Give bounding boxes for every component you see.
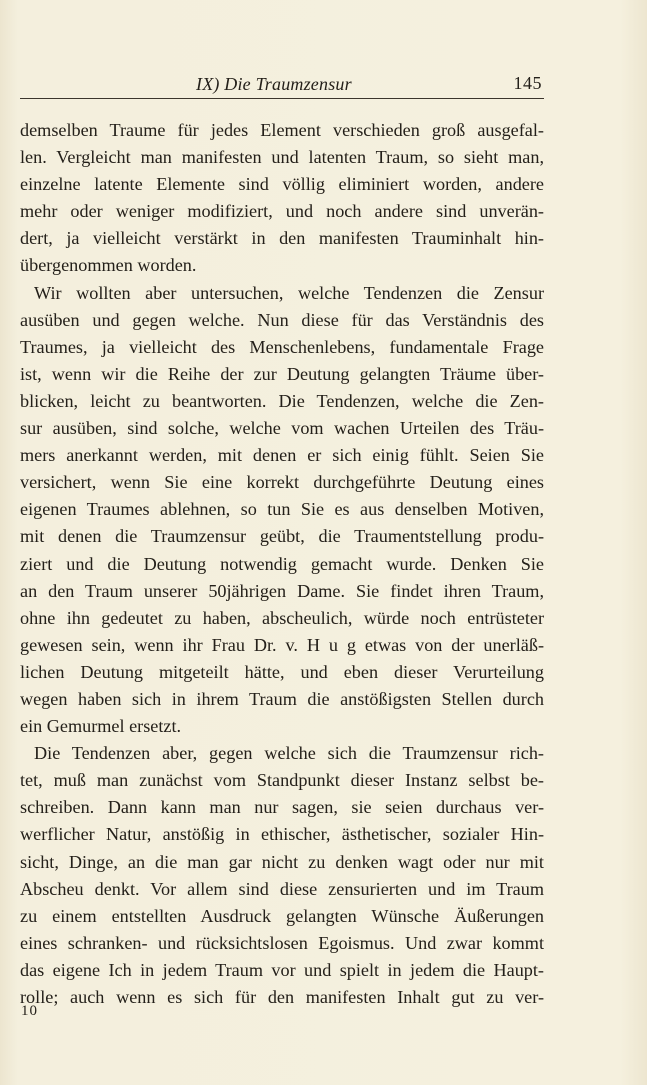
text-line: sur ausüben, sind solche, welche vom wachen Urteilen des Träu- xyxy=(20,418,544,439)
text-line: übergenommen worden. xyxy=(20,255,197,276)
text-line: tet, muß man zunächst vom Standpunkt dieser Instanz selbst be- xyxy=(20,770,544,791)
paragraph-start-line: Die Tendenzen aber, gegen welche sich die Traumzensur rich- xyxy=(34,743,544,764)
text-line: Traumes, ja vielleicht des Menschenlebens, fundamentale Frage xyxy=(20,336,544,357)
text-line: len. Vergleicht man manifesten und latenten Traum, so sieht man, xyxy=(20,147,544,168)
text-line: an den Traum unserer 50jährigen Dame. Sie findet ihren Traum, xyxy=(20,580,544,601)
text-line: wegen haben sich in ihrem Traum die anstößigsten Stellen durch xyxy=(20,688,544,709)
paragraph-start-line: Wir wollten aber untersuchen, welche Tendenzen die Zensur xyxy=(34,282,544,303)
text-line: schreiben. Dann kann man nur sagen, sie seien durchaus ver- xyxy=(20,797,544,818)
text-line: blicken, leicht zu beantworten. Die Tendenzen, welche die Zen- xyxy=(20,390,544,411)
running-header xyxy=(20,70,544,99)
text-line: Abscheu denkt. Vor allem sind diese zensurierten und im Traum xyxy=(20,878,544,899)
text-line: werflicher Natur, anstößig in ethischer, ästhetischer, sozialer Hin- xyxy=(20,824,544,845)
text-line: ohne ihn gedeutet zu haben, abscheulich, würde noch entrüsteter xyxy=(20,607,544,628)
text-line: sicht, Dinge, an die man gar nicht zu denken wagt oder nur mit xyxy=(20,851,544,872)
text-line: gewesen sein, wenn ihr Frau Dr. v. H u g etwas von der unerläß- xyxy=(20,634,544,655)
text-line: versichert, wenn Sie eine korrekt durchgeführte Deutung eines xyxy=(20,472,544,493)
text-line: mers anerkannt werden, mit denen er sich einig fühlt. Seien Sie xyxy=(20,445,544,466)
text-line: zu einem entstellten Ausdruck gelangten Wünsche Äußerungen xyxy=(20,905,544,926)
text-line: lichen Deutung mitgeteilt hätte, und eben dieser Verurteilung xyxy=(20,661,544,682)
running-title: IX) Die Traumzensur xyxy=(196,74,352,94)
text-line: eigenen Traumes ablehnen, so tun Sie es aus denselben Motiven, xyxy=(20,499,544,520)
text-line: ist, wenn wir die Reihe der zur Deutung gelangten Träume über- xyxy=(20,363,544,384)
text-line: ausüben und gegen welche. Nun diese für das Verständnis des xyxy=(20,309,544,330)
text-line: das eigene Ich in jedem Traum vor und spielt in jedem die Haupt- xyxy=(20,959,544,980)
text-line: mit denen die Traumzensur geübt, die Traumentstellung produ- xyxy=(20,526,544,547)
body-text xyxy=(20,117,544,1011)
text-line: demselben Traume für jedes Element verschieden groß ausgefal- xyxy=(20,120,544,140)
text-line: eines schranken- und rücksichtslosen Egoismus. Und zwar kommt xyxy=(20,932,544,953)
text-line: rolle; auch wenn es sich für den manifesten Inhalt gut zu ver- xyxy=(20,987,544,1007)
text-line: dert, ja vielleicht verstärkt in den manifesten Trauminhalt hin- xyxy=(20,228,544,249)
signature-mark: 10 xyxy=(21,1003,38,1019)
text-line: mehr oder weniger modifiziert, und noch andere sind unverän- xyxy=(20,201,544,222)
text-line: ein Gemurmel ersetzt. xyxy=(20,716,182,737)
text-line: ziert und die Deutung notwendig gemacht wurde. Denken Sie xyxy=(20,553,544,574)
page-number: 145 xyxy=(513,73,542,93)
text-line: einzelne latente Elemente sind völlig eliminiert worden, andere xyxy=(20,174,544,195)
